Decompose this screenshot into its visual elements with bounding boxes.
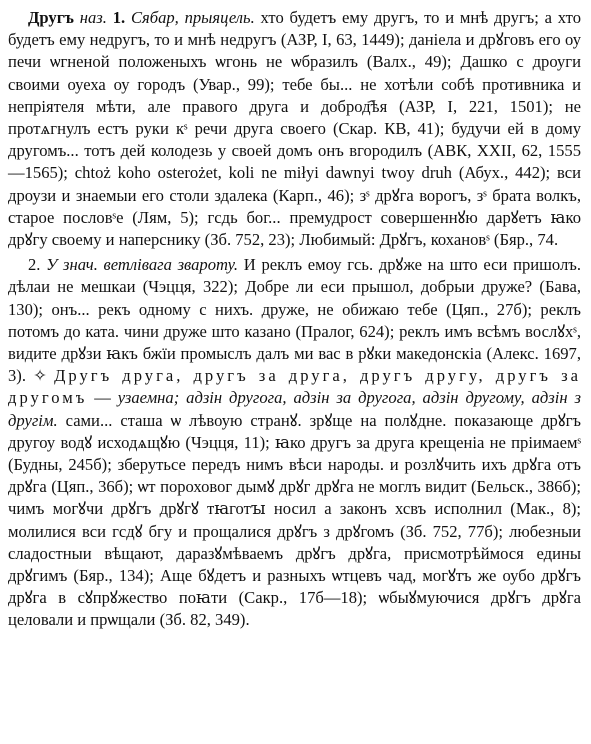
phrase-spaced: Другъ друга, другъ за друга, другъ другу, другъ за другомъ xyxy=(8,366,581,408)
phrase-marker-icon: ✧ xyxy=(33,366,47,386)
phrase-gloss: узаемна; адзін другога, адзін за другога, адзін другому, адзін з другім. xyxy=(8,388,581,430)
sense-1-definition: Сябар, прыяцель. xyxy=(130,8,255,27)
synonym-text: Дрꙋгъ, кохановˢ (Бяр., 74. xyxy=(379,230,559,250)
synonym-label: Любимый: xyxy=(299,230,376,250)
headword: Другъ xyxy=(28,8,74,27)
sense-2-paragraph xyxy=(8,254,581,631)
sense-2-definition: У знач. ветлівага звароту. xyxy=(46,255,239,275)
sense-2-number: 2. xyxy=(28,255,41,275)
sense-1-citations: хто будетъ ему другъ, то и мнѣ другъ; а хто будетъ ему недругъ, то и мнѣ недругъ (АЗР, I, 63, 1449); даніела и дрꙋговъ его оу печи ѡгненой положеныхъ ѡгонь не ѡбразилъ (Валх., 49); Дашко с дроуги своими оуеха оу городъ (Увар., 99); тебе бы... не хотѣли собѣ противника и непріятеля мѣти, але правого друга и доброд҄ѣя (АЗР, I, 221, 1501); не протѧгнулъ естъ руки кˢ речи друга своего (Скар. КВ, 41); будучи ей в дому другомъ... тотъ дей колодезь у своей домъ онъ вгородилъ (АВК, XXII, 62, 1555—1565); chtoż koho osterożet, koli ne miłyi dawnyi twoy druh (Абух., 442); вси дроузи и знаемыи его столи здалека (Карп., 46); зˢ дрꙋга ворогъ, зˢ брата волкъ, старое пословˢе (Лям, 5); гсдь бог... премудрост совершеннꙋю дарꙋетъ ꙗко дрꙋгу своему и наперснику (Зб. 752, 23); xyxy=(8,8,582,250)
part-of-speech: наз. xyxy=(79,8,107,27)
sense-1-paragraph xyxy=(8,7,581,251)
sense-1-number: 1. xyxy=(112,8,126,27)
sense-2-citations: И реклъ емоу гсь. дрꙋже на што еси пришолъ. дѣлаи не мешкаи (Чэцця, 322); Добре ли еси прышол, добрыи друже? (Бава, 130); онъ... рекъ одному с нихъ. друже, не обижаю тебе (Цяп., 27б); реклъ потомъ до ката. чини друже што казано (Пралог, 624); реклъ имъ всѣмъ вослꙋхˢ, видите дрꙋзи ꙗкъ бжїи промыслъ далъ ми вас в рꙋки македонскіа (Алекс. 1697, 3). xyxy=(8,255,582,386)
phrase-dash: — xyxy=(94,388,111,408)
sense-2-citations-continued: сами... сташа ѡ лѣвоую странꙋ. зрꙋще на полꙋдне. показающе дрꙋгъ другоу водꙋ исходѧщꙋю (Чэцця, 11); ꙗко другъ за друга крещеніа не пріимаемˢ (Будны, 245б); зберутьсе передъ нимъ вѣси народы. и розлꙋчить ихъ дрꙋга отъ дрꙋга (Цяп., 36б); ѡт пороховог дымꙋ дрꙋг дрꙋга не моглъ видит (Бельск., 386б); чимъ могꙋчи дрꙋгъ дрꙋгꙋ тꙗготꙑ носил а законъ хсвъ исполнил (Мак., 8); молилися вси гсдꙋ бгу и прощалися дрꙋгъ з дрꙋгомъ (Зб. 752, 77б); любезныи сладостныи вѣщают, даразꙋмѣваемъ дрꙋгъ дрꙋга, присмотрѣймося едины дрꙋгимъ (Бяр., 134); Аще бꙋдетъ и разныхъ ѡтцевъ чад, могꙋтъ же оубо дрꙋгъ дрꙋга в сꙋпрꙋжество поꙗти (Сакр., 17б—18); ѡбыꙋмуючися дрꙋгъ дрꙋга целовали и прѡщали (Зб. 82, 349). xyxy=(8,410,581,630)
